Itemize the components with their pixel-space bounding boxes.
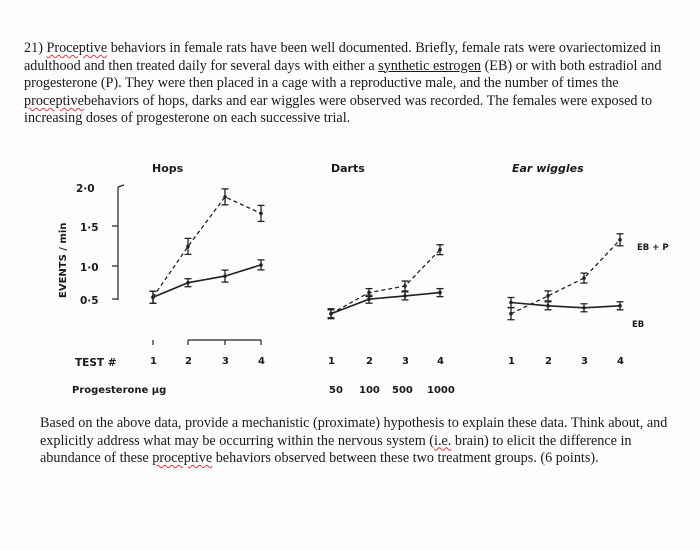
x-tick-label-test: 1 (508, 356, 515, 367)
data-point (185, 238, 192, 254)
point-marker (546, 294, 550, 298)
point-marker (259, 212, 263, 216)
chart-marks (150, 189, 624, 345)
underlined-term: synthetic estrogen (378, 57, 482, 74)
y-tick (118, 185, 124, 187)
data-point (150, 291, 157, 303)
question-part-3: behaviors of hops, darks and ear wiggles were observed was recorded. The females were exposed to increasing doses of progesterone on each successive trial. (24, 92, 653, 127)
answer-prompt (40, 415, 680, 468)
point-marker (151, 295, 155, 299)
data-point (508, 308, 515, 320)
data-point (222, 189, 229, 205)
question-part-2: (EB) or with both estradiol and progesterone (P). They were then placed in a cage with a reproductive male, and the number of times the (24, 57, 662, 92)
series-line-eb (511, 303, 620, 308)
point-marker (186, 281, 190, 285)
legend-ebp: EB + P (637, 243, 669, 253)
series-line-eb-p (153, 197, 261, 297)
question-number: 21) (24, 40, 43, 56)
legend-eb: EB (632, 320, 645, 330)
spellcheck-word: proceptive (24, 92, 84, 109)
x-tick-label-test: 4 (258, 356, 265, 367)
x-tick-label-test: 3 (402, 356, 409, 367)
point-marker (509, 312, 513, 316)
dose-label: 50 (329, 385, 343, 396)
point-marker (509, 301, 513, 305)
dose-label: 500 (392, 385, 413, 396)
data-point (437, 245, 444, 255)
y-tick-label: 0·5 (80, 295, 99, 307)
x-tick-label-test: 3 (222, 356, 229, 367)
point-marker (403, 294, 407, 298)
dose-label: 100 (359, 385, 380, 396)
point-marker (403, 284, 407, 288)
point-marker (186, 245, 190, 249)
point-marker (367, 297, 371, 301)
panel-title-hops: Hops (152, 162, 184, 175)
data-point (258, 205, 265, 221)
point-marker (438, 248, 442, 252)
x-tick-label-test: 4 (617, 356, 624, 367)
prompt-part-1: Based on the above data, provide a mechanistic (proximate) hypothesis to explain these data. Think about, and explicitly address what may be occurring within the nervous system ( (40, 415, 668, 449)
panel-title-ear-wiggles: Ear wiggles (512, 162, 584, 175)
x-tick-label-test: 4 (437, 356, 444, 367)
dose-label: 1000 (427, 385, 455, 396)
point-marker (367, 291, 371, 295)
point-marker (582, 276, 586, 280)
series-line-eb-p (331, 250, 440, 314)
point-marker (223, 274, 227, 278)
point-marker (223, 195, 227, 199)
point-marker (329, 312, 333, 316)
series-line-eb (331, 293, 440, 314)
spellcheck-word: proceptive (152, 450, 213, 467)
point-marker (546, 304, 550, 308)
point-marker (582, 306, 586, 310)
y-axis-label: EVENTS / min (58, 222, 69, 298)
series-line-eb (153, 265, 261, 297)
point-marker (618, 304, 622, 308)
x-tick-label-test: 1 (150, 356, 157, 367)
test-label: TEST # (75, 357, 117, 369)
data-point (617, 234, 624, 246)
panel-title-darts: Darts (331, 162, 365, 175)
y-tick-label: 1·0 (80, 262, 99, 274)
prompt-part-3: behaviors observed between these two treatment groups. (6 points). (215, 450, 599, 467)
data-point (328, 310, 335, 318)
prompt-part-2: brain) to elicit the difference in abundance of these (40, 432, 632, 467)
progesterone-label: Progesterone µg (72, 385, 167, 396)
x-tick-label-test: 2 (545, 356, 552, 367)
spellcheck-word: Proceptive (46, 40, 108, 56)
series-line-eb-p (511, 240, 620, 314)
point-marker (259, 263, 263, 267)
x-tick-label-test: 1 (328, 356, 335, 367)
x-tick-label-test: 2 (185, 356, 192, 367)
data-point (545, 291, 552, 301)
spellcheck-ie: i.e. (434, 432, 452, 449)
x-tick-label-test: 3 (581, 356, 588, 367)
y-tick-label: 1·5 (80, 222, 99, 234)
question-part-1: behaviors in female rats have been well documented. Briefly, female rats were ovariectomized in adulthood and then treated daily for several days with either a (24, 40, 661, 74)
point-marker (438, 291, 442, 295)
point-marker (618, 238, 622, 242)
y-tick-label: 2·0 (76, 183, 95, 195)
x-tick-label-test: 2 (366, 356, 373, 367)
